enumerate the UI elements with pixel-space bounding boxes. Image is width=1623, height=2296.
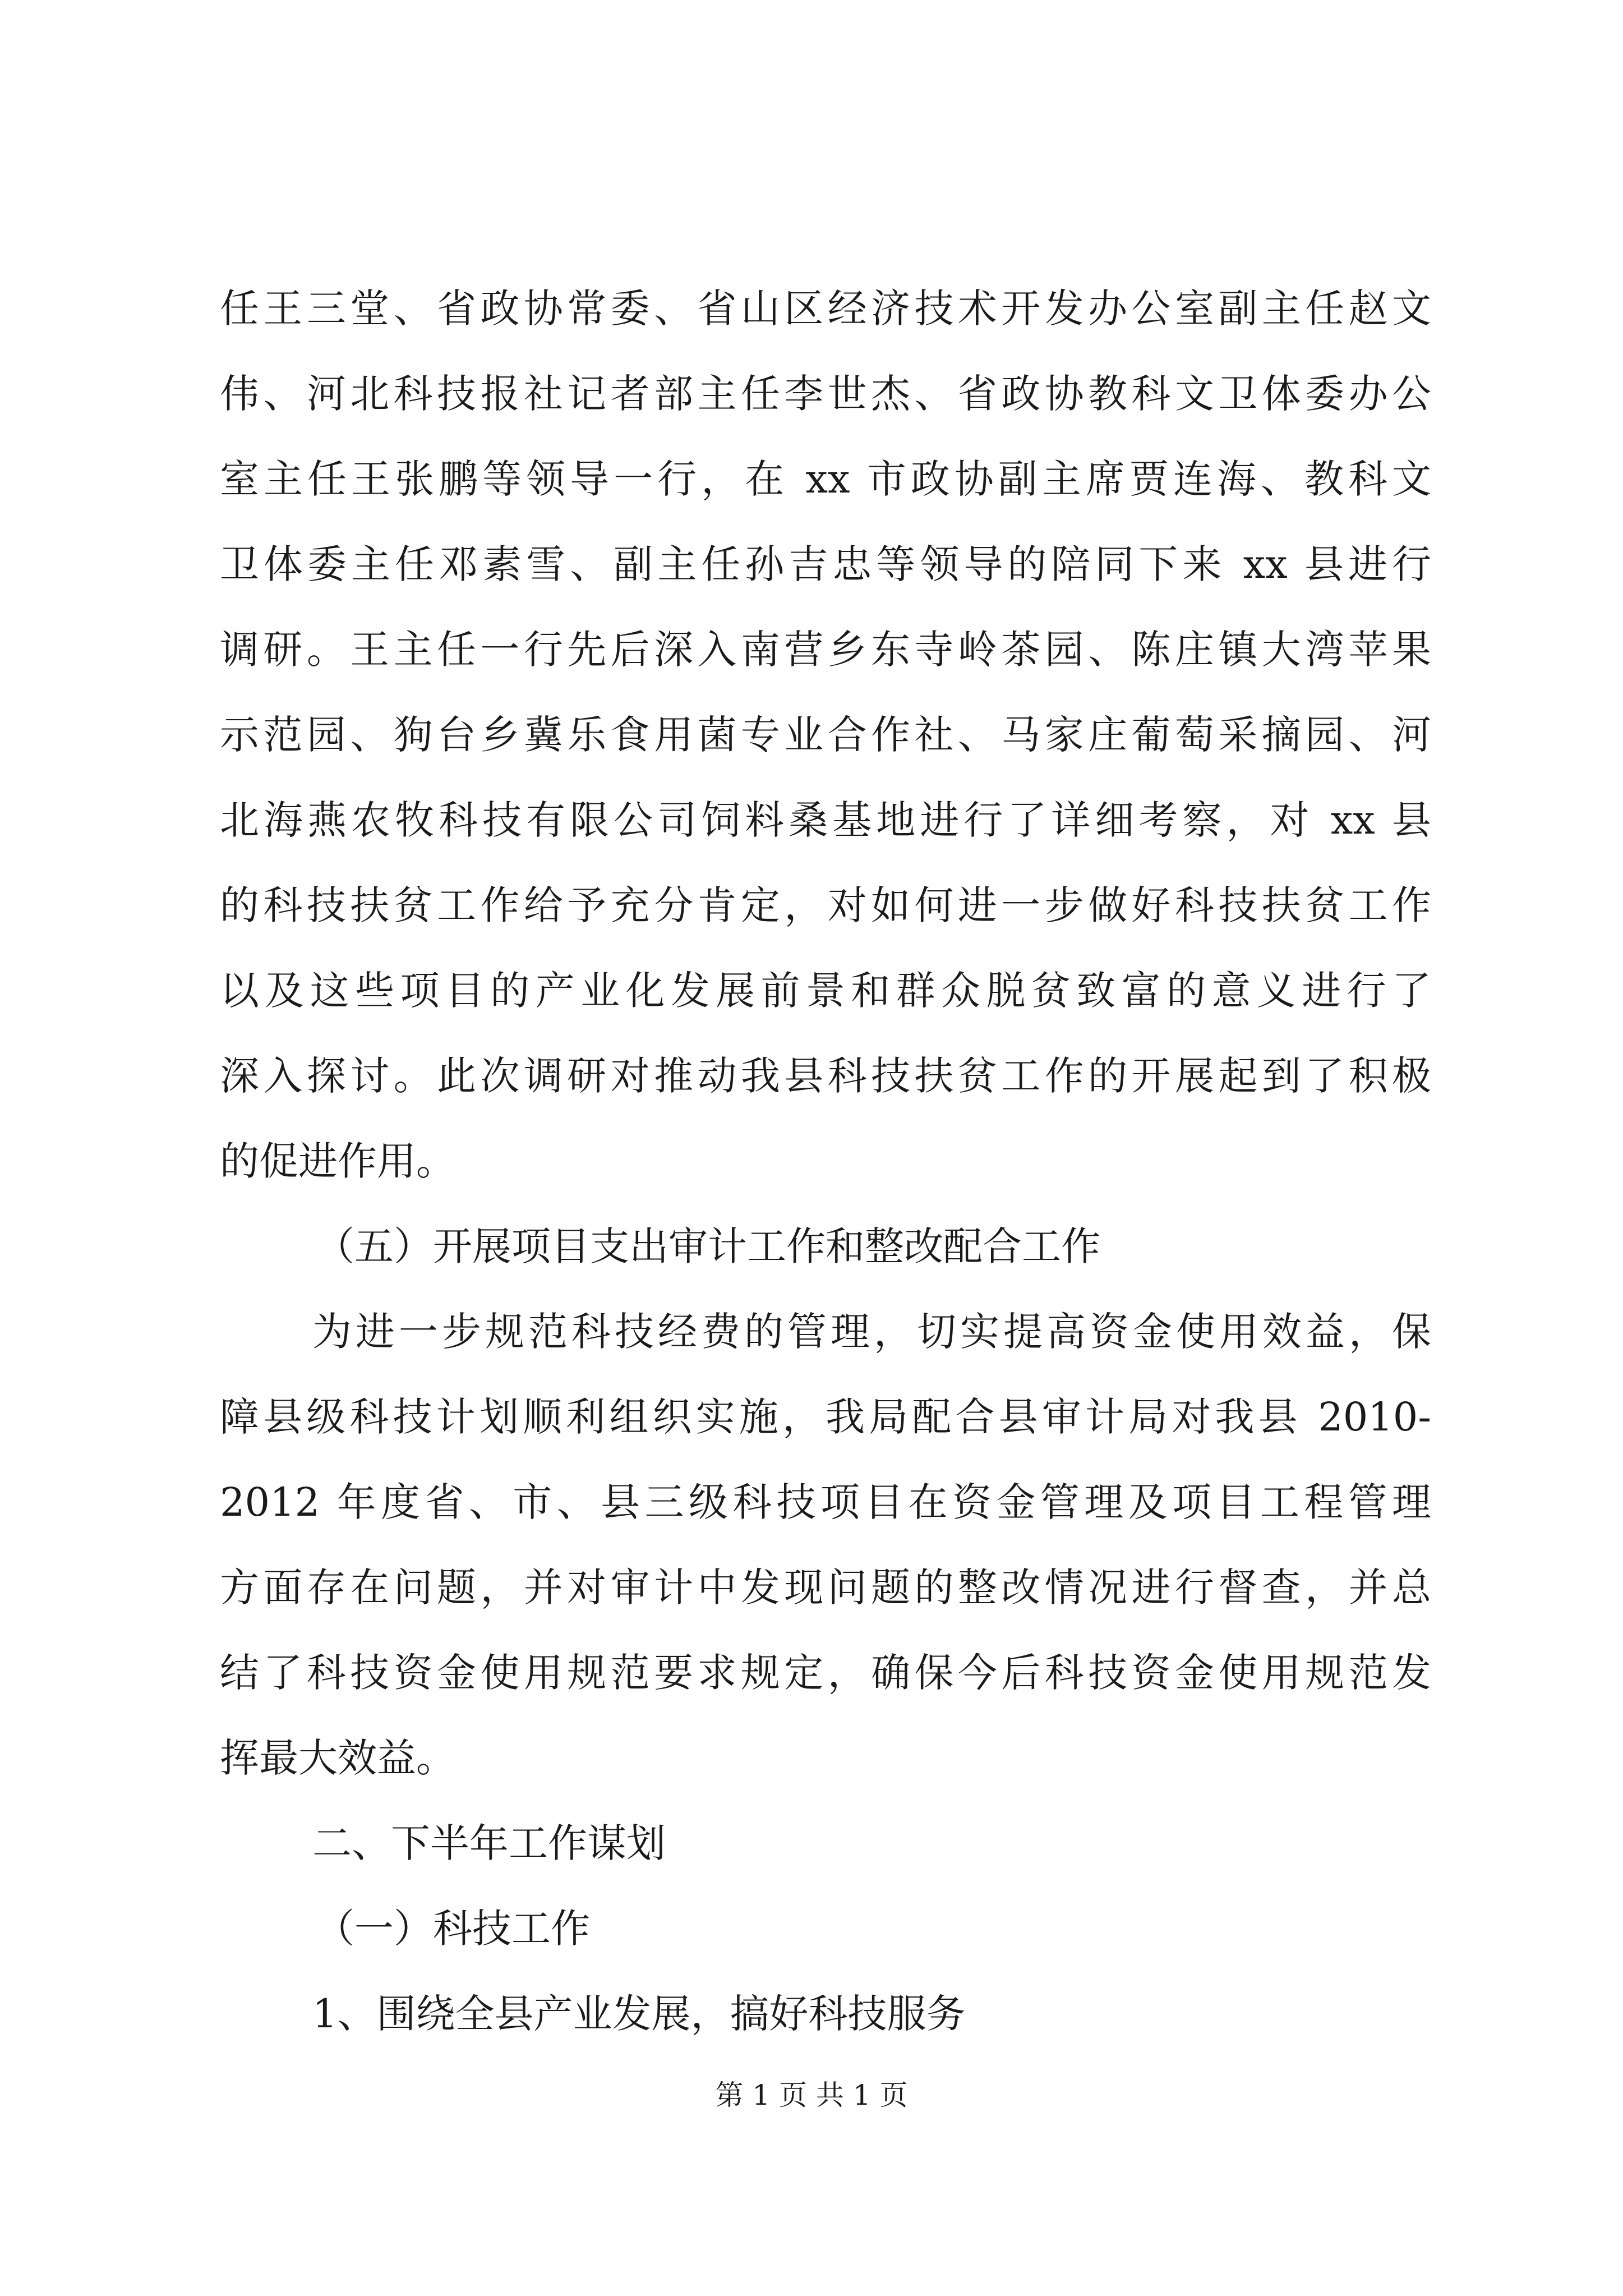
section-heading-5: （五）开展项目支出审计工作和整改配合工作: [315, 1223, 1100, 1269]
paragraph1-line-6: 示范园、狗台乡冀乐食用菌专业合作社、马家庄葡萄采摘园、河: [220, 712, 1431, 758]
paragraph1-line-4: 卫体委主任邓素雪、副主任孙吉忠等领导的陪同下来 xx 县进行: [220, 541, 1431, 587]
paragraph1-line-1: 任王三堂、省政协常委、省山区经济技术开发办公室副主任赵文: [220, 286, 1431, 332]
paragraph2-line-3: 2012 年度省、市、县三级科技项目在资金管理及项目工程管理: [220, 1479, 1431, 1525]
paragraph1-line-7: 北海燕农牧科技有限公司饲料桑基地进行了详细考察，对 xx 县: [220, 797, 1431, 843]
paragraph1-line-8: 的科技扶贫工作给予充分肯定，对如何进一步做好科技扶贫工作: [220, 882, 1431, 928]
paragraph2-line-4: 方面存在问题，并对审计中发现问题的整改情况进行督查，并总: [220, 1565, 1431, 1611]
paragraph2-line-5: 结了科技资金使用规范要求规定，确保今后科技资金使用规范发: [220, 1650, 1431, 1696]
paragraph2-line-1: 为进一步规范科技经费的管理，切实提高资金使用效益，保: [312, 1309, 1431, 1355]
paragraph2-line-2: 障县级科技计划顺利组织实施，我局配合县审计局对我县 2010-: [220, 1394, 1431, 1440]
paragraph1-line-2: 伟、河北科技报社记者部主任李世杰、省政协教科文卫体委办公: [220, 371, 1431, 417]
item-1: 1、围绕全县产业发展，搞好科技服务: [312, 1991, 966, 2037]
paragraph2-line-6: 挥最大效益。: [220, 1735, 455, 1781]
paragraph1-line-5: 调研。王主任一行先后深入南营乡东寺岭茶园、陈庄镇大湾苹果: [220, 627, 1431, 673]
paragraph1-line-3: 室主任王张鹏等领导一行，在 xx 市政协副主席贾连海、教科文: [220, 456, 1431, 502]
paragraph1-line-11: 的促进作用。: [220, 1138, 455, 1184]
paragraph1-line-10: 深入探讨。此次调研对推动我县科技扶贫工作的开展起到了积极: [220, 1053, 1431, 1099]
section-2-heading: 二、下半年工作谋划: [312, 1820, 666, 1866]
paragraph1-line-9: 以及这些项目的产业化发展前景和群众脱贫致富的意义进行了: [220, 968, 1431, 1014]
subheading-1: （一）科技工作: [315, 1906, 590, 1952]
page-footer: 第 1 页 共 1 页: [715, 2079, 908, 2111]
